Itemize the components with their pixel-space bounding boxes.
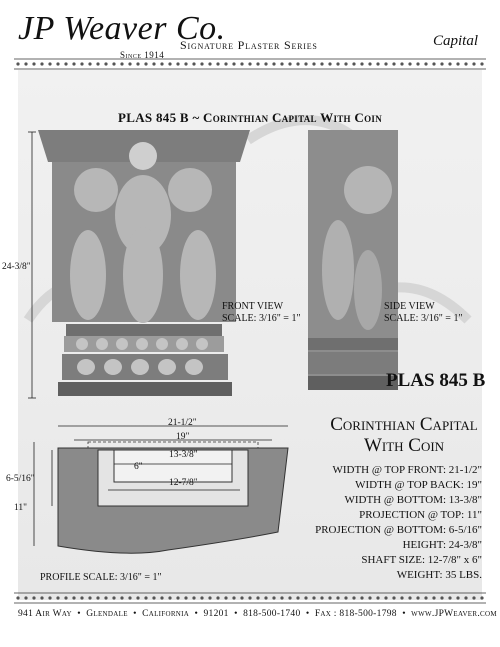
- dim-projection-top: 11": [14, 503, 28, 513]
- profile-scale: PROFILE SCALE: 3/16" = 1": [40, 572, 162, 583]
- brand-logo: JP Weaver Co.: [18, 10, 226, 47]
- dim-shaft: 12-7/8": [169, 478, 198, 488]
- dim-bottom: 13-3/8": [169, 450, 198, 460]
- side-view-scale: SCALE: 3/16" = 1": [384, 313, 463, 324]
- spec-item: WEIGHT: 35 LBS.: [396, 569, 482, 581]
- front-view-label: [222, 301, 301, 325]
- front-view-scale: SCALE: 3/16" = 1": [222, 313, 301, 324]
- front-view-title: FRONT VIEW: [222, 301, 284, 312]
- footer-zip: 91201: [203, 609, 229, 619]
- spec-list: [315, 463, 482, 583]
- dim-height: 24-3/8": [2, 262, 31, 272]
- spec-item: WIDTH @ TOP FRONT: 21-1/2": [332, 464, 482, 476]
- product-name-line1: Corinthian Capital: [330, 414, 478, 435]
- footer-phone: 818-500-1740: [243, 609, 301, 619]
- dim-shaft-depth: 6": [134, 462, 143, 472]
- product-title-line: PLAS 845 B ~ Corinthian Capital With Coin: [118, 110, 382, 125]
- spec-item: HEIGHT: 24-3/8": [402, 539, 482, 551]
- spec-item: WIDTH @ TOP BACK: 19": [355, 479, 482, 491]
- dim-top-back: 19": [176, 432, 190, 442]
- dim-projection-bottom: 6-5/16": [6, 474, 35, 484]
- product-name: [318, 414, 490, 456]
- bottom-dotted-band: [14, 592, 486, 604]
- top-dotted-band: [14, 58, 486, 70]
- side-view-capital: [308, 130, 398, 390]
- product-name-line2: With Coin: [363, 435, 445, 456]
- footer-contact: 941 Air Way • Glendale • California • 91201 • 818-500-1740 • Fax : 818-500-1798 • www.JPWeaver.com: [18, 609, 497, 619]
- brand-since: Since 1914: [120, 50, 165, 60]
- side-view-title: SIDE VIEW: [384, 301, 435, 312]
- footer-website-link[interactable]: www.JPWeaver.com: [411, 609, 497, 619]
- category-label: Capital: [432, 33, 478, 49]
- spec-item: PROJECTION @ BOTTOM: 6-5/16": [315, 524, 482, 536]
- footer-state: California: [142, 609, 190, 619]
- dim-top-front: 21-1/2": [168, 418, 197, 428]
- footer-city: Glendale: [86, 609, 128, 619]
- series-name: Signature Plaster Series: [180, 38, 318, 52]
- model-number: PLAS 845 B: [386, 370, 486, 391]
- spec-item: WIDTH @ BOTTOM: 13-3/8": [344, 494, 482, 506]
- spec-item: PROJECTION @ TOP: 11": [359, 509, 482, 521]
- footer-fax: Fax : 818-500-1798: [314, 609, 397, 619]
- side-view-label: [384, 301, 463, 325]
- front-view-capital: [38, 130, 250, 396]
- spec-item: SHAFT SIZE: 12-7/8" x 6": [361, 554, 482, 566]
- footer-address: 941 Air Way: [18, 609, 72, 619]
